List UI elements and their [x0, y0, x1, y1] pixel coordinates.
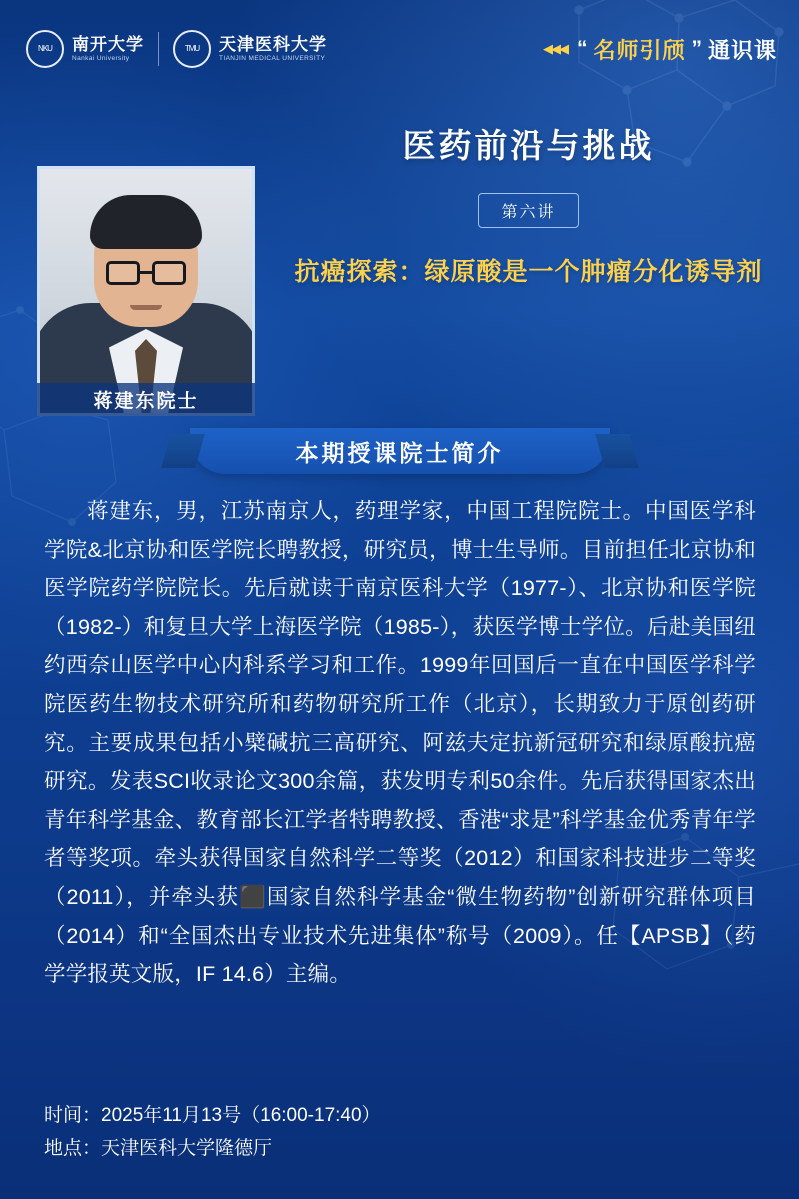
section-title: 本期授课院士简介	[295, 439, 504, 466]
event-time: 时间：2025年11月13号（16:00-17:40）	[44, 1105, 381, 1126]
portrait-glasses-left-icon	[106, 261, 140, 285]
course-type: 通识课	[707, 37, 777, 63]
lesson-badge: 第六讲	[478, 193, 578, 228]
quote-open: “	[576, 37, 588, 60]
page-title: 医药前沿与挑战	[402, 127, 655, 164]
tmu-logo-text	[219, 36, 327, 63]
nankai-logo-text	[72, 36, 144, 63]
logo-group	[26, 30, 327, 68]
event-place: 地点：天津医科大学隆德厅	[44, 1138, 273, 1159]
poster-header	[0, 0, 799, 98]
logo-divider	[158, 32, 159, 66]
section-header	[0, 428, 799, 474]
nankai-name-en: Nankai University	[72, 54, 130, 62]
speaker-bio-text: 蒋建东，男，江苏南京人，药理学家，中国工程院院士。中国医学科学院&北京协和医学院长聘教授，研究员，博士生导师。目前担任北京协和医学院药学院院长。先后就读于南京医科大学（1977-）、北京协和医学院（1982-）和复旦大学上海医学院（1985-），获医学博士学位。后赴美国纽约西奈山医学中心内科系学习和工作。1999年回国后一直在中国医学科学院医药生物技术研究所和药物研究所工作（北京），长期致力于原创药研究。主要成果包括小檗碱抗三高研究、阿兹夫定抗新冠研究和绿原酸抗癌研究。发表SCI收录论文300余篇，获发明专利50余件。先后获得国家杰出青年科学基金、教育部长江学者特聘教授、香港“求是”科学基金优秀青年学者等奖项。牵头获得国家自然科学二等奖（2012）和国家科技进步二等奖（2011），并牵头获⬛国家自然科学基金“微生物药物”创新研究群体项目（2014）和“全国杰出专业技术先进集体”称号（2009）。任【APSB】（药学学报英文版，IF 14.6）主编。	[44, 499, 756, 987]
tmu-name-en: TIANJIN MEDICAL UNIVERSITY	[219, 54, 326, 62]
lecture-subtitle: 抗癌探索：绿原酸是一个肿瘤分化诱导剂	[294, 258, 763, 286]
section-ribbon	[190, 428, 610, 474]
logo-tianjin-medical	[173, 30, 327, 68]
logo-nankai	[26, 30, 144, 68]
title-block	[276, 120, 781, 288]
series-name: 名师引颀	[593, 37, 686, 63]
nankai-seal-icon	[26, 30, 64, 68]
portrait-glasses-bridge	[140, 271, 152, 274]
nankai-seal-text: NKU	[38, 44, 52, 53]
portrait-glasses-right-icon	[152, 261, 186, 285]
speaker-name: 蒋建东院士	[37, 383, 255, 416]
portrait-hair	[90, 195, 202, 249]
tmu-name-cn: 天津医科大学	[219, 34, 327, 54]
triple-arrow-left-icon: ◀◀◀	[542, 41, 567, 56]
series-label	[543, 34, 777, 65]
event-details	[44, 1099, 756, 1165]
tmu-seal-icon	[173, 30, 211, 68]
tmu-seal-text: TMU	[184, 44, 200, 53]
portrait-mouth	[130, 305, 162, 310]
nankai-name-cn: 南开大学	[72, 34, 144, 54]
quote-close: ”	[691, 37, 702, 60]
speaker-portrait	[37, 166, 255, 416]
